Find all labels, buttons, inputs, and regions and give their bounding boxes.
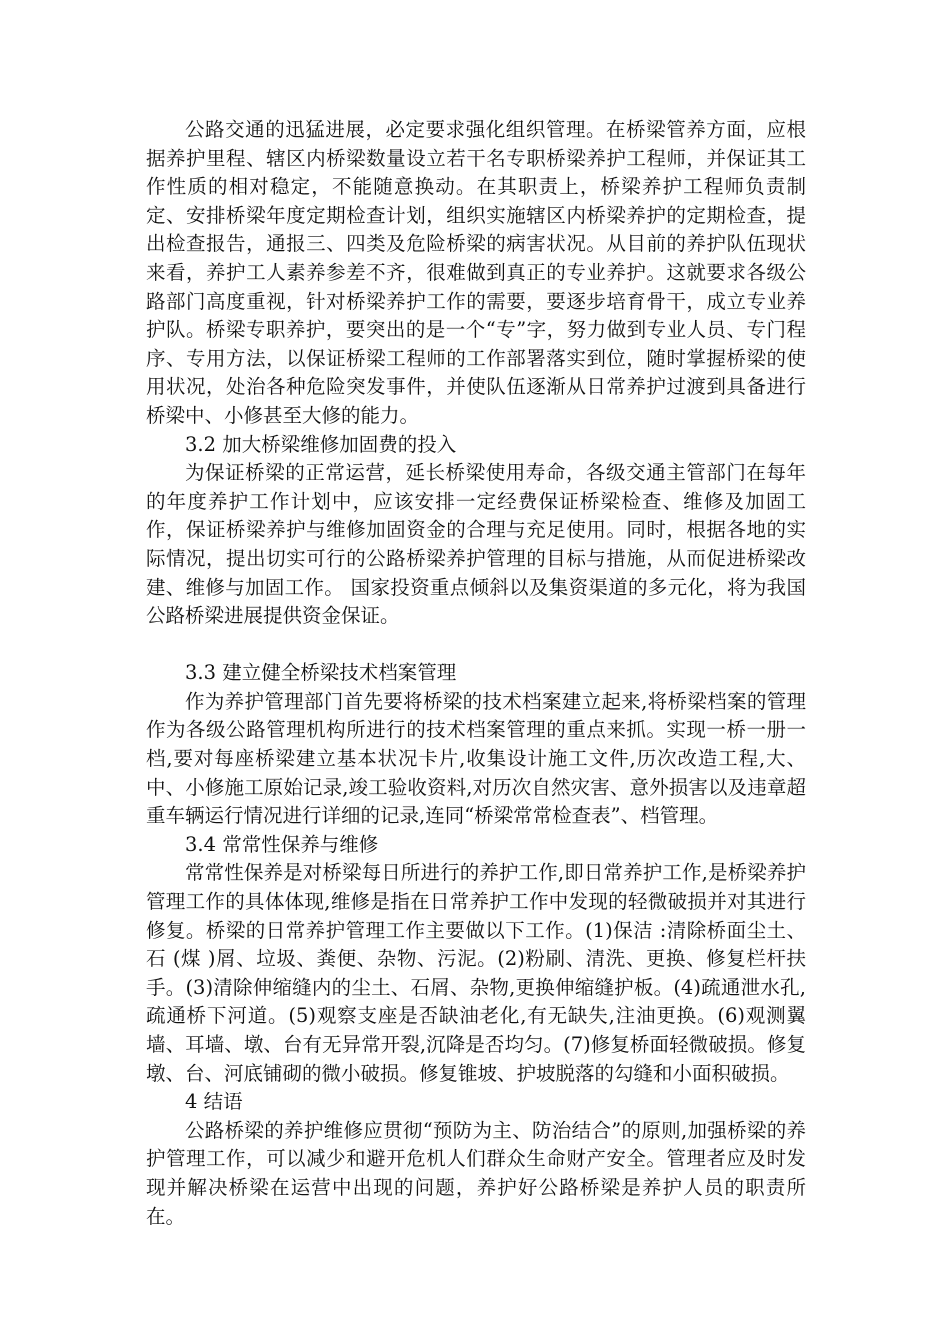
paragraph-routine-maintenance: 常常性保养是对桥梁每日所进行的养护工作,即日常养护工作,是桥梁养护管理工作的具体体现,维修是指在日常养护工作中发现的轻微破损并对其进行修复。桥梁的日常养护管理工作主要做以下工作。(1)保洁 :清除桥面尘土、石 (煤 )屑、垃圾、粪便、杂物、污泥。(2)粉刷、清洗、更换、修复栏杆扶手。(3)清除伸缩缝内的尘土、石屑、杂物,更换伸缩缝护板。(4)疏通泄水孔,疏通桥下河道。(5)观察支座是否缺油老化,有无缺失,注油更换。(6)观测翼墙、耳墙、墩、台有无异常开裂,沉降是否均匀。(7)修复桥面轻微破损。修复墩、台、河底铺砌的微小破损。修复锥坡、护坡脱落的勾缝和小面积破损。 <box>146 861 806 1085</box>
paragraph-technical-archives: 作为养护管理部门首先要将桥梁的技术档案建立起来,将桥梁档案的管理作为各级公路管理机构所进行的技术档案管理的重点来抓。实现一桥一册一档,要对每座桥梁建立基本状况卡片,收集设计施工文件,历次改造工程,大、中、小修施工原始记录,竣工验收资料,对历次自然灾害、意外损害以及违章超重车辆运行情况进行详细的记录,连同“桥梁常常检查表”、档管理。 <box>146 689 806 828</box>
paragraph-funding: 为保证桥梁的正常运营，延长桥梁使用寿命，各级交通主管部门在每年的年度养护工作计划中，应该安排一定经费保证桥梁检查、维修及加固工作，保证桥梁养护与维修加固资金的合理与充足使用。同时，根据各地的实际情况，提出切实可行的公路桥梁养护管理的目标与措施，从而促进桥梁改建、维修与加固工作。 国家投资重点倾斜以及集资渠道的多元化，将为我国公路桥梁进展提供资金保证。 <box>146 461 806 628</box>
section-heading-4: 4 结语 <box>185 1090 243 1114</box>
paragraph-conclusion: 公路桥梁的养护维修应贯彻“预防为主、防治结合”的原则,加强桥梁的养护管理工作，可以减少和避开危机人们群众生命财产安全。管理者应及时发现并解决桥梁在运营中出现的问题，养护好公路桥梁是养护人员的职责所在。 <box>146 1118 806 1228</box>
document-page <box>146 116 806 1231</box>
section-heading-3-3: 3.3 建立健全桥梁技术档案管理 <box>185 661 457 685</box>
section-heading-3-2: 3.2 加大桥梁维修加固费的投入 <box>185 432 457 456</box>
paragraph-organization-management: 公路交通的迅猛进展，必定要求强化组织管理。在桥梁管养方面，应根据养护里程、辖区内桥梁数量设立若干名专职桥梁养护工程师，并保证其工作性质的相对稳定，不能随意换动。在其职责上，桥梁养护工程师负责制定、安排桥梁年度定期检查计划，组织实施辖区内桥梁养护的定期检查，提出检查报告，通报三、四类及危险桥梁的病害状况。从目前的养护队伍现状来看，养护工人素养参差不齐，很难做到真正的专业养护。这就要求各级公路部门高度重视，针对桥梁养护工作的需要，要逐步培育骨干，成立专业养护队。桥梁专职养护，要突出的是一个“专”字，努力做到专业人员、专门程序、专用方法，以保证桥梁工程师的工作部署落实到位，随时掌握桥梁的使用状况，处治各种危险突发事件，并使队伍逐渐从日常养护过渡到具备进行桥梁中、小修甚至大修的能力。 <box>146 118 806 427</box>
paragraph-gap <box>146 631 806 660</box>
section-heading-3-4: 3.4 常常性保养与维修 <box>185 832 379 856</box>
